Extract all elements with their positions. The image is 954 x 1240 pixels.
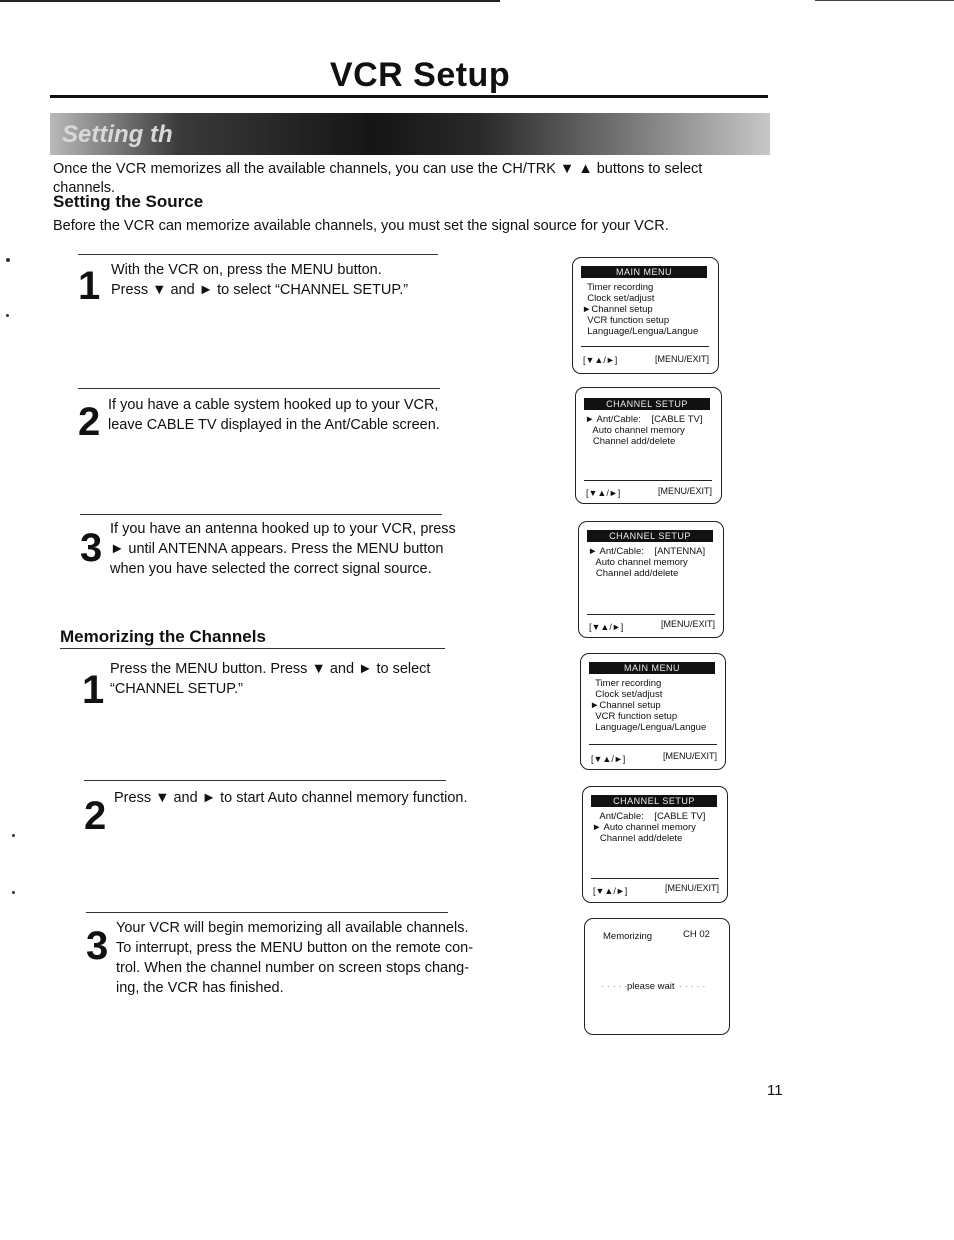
- page-title: VCR Setup: [329, 56, 511, 94]
- menu-item: Ant/Cable: [CABLE TV]: [592, 811, 706, 822]
- menu-item: ► Ant/Cable: [ANTENNA]: [588, 546, 706, 557]
- setting-source-heading: Setting the Source: [53, 192, 204, 211]
- menu-item: VCR function setup: [590, 711, 678, 722]
- step-line: Press ▼ and ► to start Auto channel memory function.: [114, 790, 468, 806]
- menu-header: CHANNEL SETUP: [591, 795, 717, 807]
- step-number: 3: [86, 924, 109, 968]
- tv-screen-memorizing: [584, 918, 730, 1035]
- menu-item: Clock set/adjust: [582, 293, 655, 304]
- menu-item: Channel add/delete: [588, 568, 679, 579]
- menu-items: [585, 414, 702, 447]
- memorizing-label: Memorizing: [603, 931, 653, 942]
- step-line: leave CABLE TV displayed in the Ant/Cable screen.: [108, 417, 440, 433]
- tv-screen-main-menu-2: [580, 653, 726, 770]
- nav-hint: [▼▲/►]: [591, 754, 626, 764]
- banner-text: Setting th: [62, 121, 173, 148]
- step-line: when you have selected the correct signal source.: [110, 561, 432, 577]
- exit-hint: [MENU/EXIT]: [665, 883, 720, 893]
- menu-items: [592, 811, 705, 844]
- margin-mark: [12, 891, 15, 894]
- nav-hint: [▼▲/►]: [583, 355, 618, 365]
- step-line: Press ▼ and ► to select “CHANNEL SETUP.”: [111, 282, 409, 298]
- please-wait-label: please wait: [627, 981, 675, 992]
- step-line: “CHANNEL SETUP.”: [110, 681, 243, 697]
- menu-item: Channel add/delete: [585, 436, 676, 447]
- menu-items: [590, 678, 706, 733]
- exit-hint: [MENU/EXIT]: [658, 486, 713, 496]
- nav-hint: [▼▲/►]: [586, 488, 621, 498]
- menu-header: MAIN MENU: [581, 266, 707, 278]
- step-number: 2: [78, 400, 101, 444]
- menu-item: Language/Lengua/Langue: [582, 326, 699, 337]
- menu-item: ► Ant/Cable: [CABLE TV]: [585, 414, 703, 425]
- step-line: If you have an antenna hooked up to your VCR, press: [110, 521, 456, 537]
- wait-dots-left: · · · · ·: [601, 981, 628, 992]
- step-rule: [84, 780, 446, 781]
- exit-hint: [MENU/EXIT]: [663, 751, 718, 761]
- step-line: trol. When the channel number on screen stops chang-: [116, 960, 470, 976]
- menu-header: CHANNEL SETUP: [587, 530, 713, 542]
- menu-header: CHANNEL SETUP: [584, 398, 710, 410]
- top-border: [0, 0, 500, 2]
- title-rule: [50, 95, 768, 98]
- exit-hint: [MENU/EXIT]: [661, 619, 716, 629]
- step-rule: [78, 254, 438, 255]
- step-number: 3: [80, 526, 103, 570]
- step-number: 2: [84, 794, 107, 838]
- step-rule: [80, 514, 442, 515]
- menu-item: Channel add/delete: [592, 833, 683, 844]
- step-line: ing, the VCR has finished.: [116, 980, 284, 996]
- footer-rule: [581, 346, 709, 347]
- menu-item: Auto channel memory: [588, 557, 688, 568]
- menu-item: Timer recording: [582, 282, 654, 293]
- footer-rule: [589, 744, 717, 745]
- channel-number: CH 02: [683, 929, 710, 940]
- tv-screen-channel-setup-auto: [582, 786, 728, 903]
- menu-item: Clock set/adjust: [590, 689, 663, 700]
- nav-hint: [▼▲/►]: [589, 622, 624, 632]
- menu-item: ► Auto channel memory: [592, 822, 696, 833]
- footer-rule: [591, 878, 719, 879]
- menu-items: [582, 282, 698, 337]
- step-rule: [78, 388, 440, 389]
- step-text: [110, 659, 430, 699]
- step-text: [110, 519, 456, 579]
- menu-header: MAIN MENU: [589, 662, 715, 674]
- step-text: [108, 395, 440, 435]
- tv-screen-main-menu: [572, 257, 719, 374]
- step-text: [111, 260, 408, 300]
- step-number: 1: [78, 264, 101, 308]
- step-text: [116, 918, 473, 998]
- tv-screen-channel-setup-antenna: [578, 521, 724, 638]
- step-line: With the VCR on, press the MENU button.: [111, 262, 382, 278]
- footer-rule: [584, 480, 712, 481]
- menu-item: Language/Lengua/Langue: [590, 722, 707, 733]
- menu-item: VCR function setup: [582, 315, 670, 326]
- step-line: If you have a cable system hooked up to your VCR,: [108, 397, 439, 413]
- step-line: ► until ANTENNA appears. Press the MENU button: [110, 541, 444, 557]
- nav-hint: [▼▲/►]: [593, 886, 628, 896]
- margin-mark: [12, 834, 15, 837]
- step-line: Your VCR will begin memorizing all available channels.: [116, 920, 469, 936]
- menu-items: [588, 546, 705, 579]
- margin-mark: [6, 314, 9, 317]
- wait-dots-right: · · · · ·: [679, 981, 706, 992]
- step-text: [114, 788, 468, 808]
- page-number: 11: [767, 1082, 783, 1099]
- top-border-right: [815, 0, 954, 1]
- memorizing-heading: Memorizing the Channels: [60, 627, 266, 646]
- exit-hint: [MENU/EXIT]: [655, 354, 710, 364]
- step-rule: [86, 912, 448, 913]
- step-number: 1: [82, 668, 105, 712]
- menu-item: Auto channel memory: [585, 425, 685, 436]
- margin-mark: [6, 258, 10, 262]
- menu-item: Timer recording: [590, 678, 662, 689]
- tv-screen-channel-setup: [575, 387, 722, 504]
- menu-item: ►Channel setup: [582, 304, 653, 315]
- step-line: To interrupt, press the MENU button on the remote con-: [116, 940, 474, 956]
- heading-rule: [60, 648, 445, 649]
- intro-paragraph: Once the VCR memorizes all the available channels, you can use the CH/TRK ▼ ▲ buttons to select channels.: [53, 161, 703, 196]
- step-line: Press the MENU button. Press ▼ and ► to select: [110, 661, 431, 677]
- setting-source-intro: Before the VCR can memorize available channels, you must set the signal source for your VCR.: [53, 218, 669, 234]
- menu-item: ►Channel setup: [590, 700, 661, 711]
- footer-rule: [587, 614, 715, 615]
